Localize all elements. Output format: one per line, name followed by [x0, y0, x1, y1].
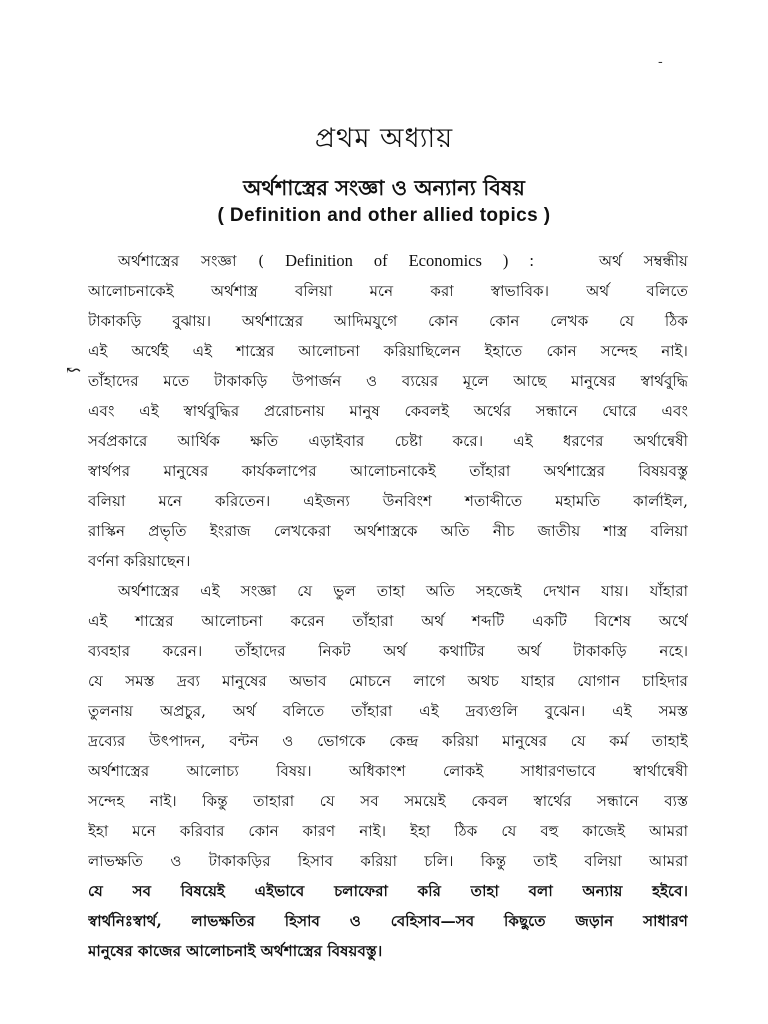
- lead-label-english: Definition of Economics ) :: [264, 251, 534, 270]
- text-line: সন্দেহ নাই। কিন্তু তাহারা যে সব সময়েই কেবল স্বার্থের সন্ধানে ব্যস্ত: [88, 792, 688, 810]
- section-title-english: ( Definition and other allied topics ): [217, 205, 551, 226]
- text-line: এই অর্থেই এই শাস্ত্রের আলোচনা করিয়াছিলেন ইহাতে কোন সন্দেহ নাই।: [88, 342, 688, 360]
- text-line: রাস্কিন প্রভৃতি ইংরাজ লেখকেরা অর্থশাস্ত্রকে অতি নীচ জাতীয় শাস্ত্র বলিয়া: [88, 522, 688, 540]
- text-line: অর্থশাস্ত্রের এই সংজ্ঞা যে ভুল তাহা অতি সহজেই দেখান যায়। যাঁহারা: [118, 582, 688, 600]
- text-line: স্বার্থপর মানুষের কার্যকলাপের আলোচনাকেই তাঁহারা অর্থশাস্ত্রের বিষয়বস্তু: [88, 462, 688, 480]
- margin-mark: ↜: [66, 360, 82, 381]
- text-line: এবং এই স্বার্থবুদ্ধির প্ররোচনায় মানুষ কেবলই অর্থের সন্ধানে ঘোরে এবং: [88, 402, 688, 420]
- text-line: যে সমস্ত দ্রব্য মানুষের অভাব মোচনে লাগে অথচ যাহার যোগান চাহিদার: [88, 672, 688, 690]
- body-text: [88, 246, 688, 966]
- text-line: আলোচনাকেই অর্থশাস্ত্র বলিয়া মনে করা স্বাভাবিক। অর্থ বলিতে: [88, 282, 688, 300]
- text-line: এই শাস্ত্রের আলোচনা করেন তাঁহারা অর্থ শব্দটি একটি বিশেষ অর্থে: [88, 612, 688, 630]
- text-line: স্বার্থনিঃস্বার্থ, লাভক্ষতির হিসাব ও বেহিসাব—সব কিছুতে জড়ান সাধারণ: [88, 912, 688, 930]
- text-line: সর্বপ্রকারে আর্থিক ক্ষতি এড়াইবার চেষ্টা করে। এই ধরণের অর্থান্বেষী: [88, 432, 688, 450]
- text-line: টাকাকড়ি বুঝায়। অর্থশাস্ত্রের আদিমযুগে কোন কোন লেখক যে ঠিক: [88, 312, 688, 330]
- lead-label: অর্থশাস্ত্রের সংজ্ঞা (: [118, 252, 265, 270]
- text-line: লাভক্ষতি ও টাকাকড়ির হিসাব করিয়া চলি। কিন্তু তাই বলিয়া আমরা: [88, 852, 688, 870]
- text-line: অর্থশাস্ত্রের আলোচ্য বিষয়। অধিকাংশ লোকই সাধারণভাবে স্বার্থান্বেষী: [88, 762, 688, 780]
- text-line: ইহা মনে করিবার কোন কারণ নাই। ইহা ঠিক যে বহু কাজেই আমরা: [88, 822, 688, 840]
- chapter-title: প্রথম অধ্যায়: [314, 123, 454, 154]
- text-line: যে সব বিষয়েই এইভাবে চলাফেরা করি তাহা বলা অন্যায় হইবে।: [88, 882, 688, 900]
- section-title: অর্থশাস্ত্রের সংজ্ঞা ও অন্যান্য বিষয়: [243, 175, 525, 200]
- paragraph-1-lead-line: [88, 246, 688, 276]
- corner-mark: -: [658, 54, 663, 70]
- text-line: তুলনায় অপ্রচুর, অর্থ বলিতে তাঁহারা এই দ্রব্যগুলি বুঝেন। এই সমস্ত: [88, 702, 688, 720]
- text-line: বলিয়া মনে করিতেন। এইজন্য উনবিংশ শতাব্দীতে মহামতি কার্লাইল,: [88, 492, 688, 510]
- text-line: ব্যবহার করেন। তাঁহাদের নিকট অর্থ কথাটির অর্থ টাকাকড়ি নহে।: [88, 642, 688, 660]
- text-line: বর্ণনা করিয়াছেন।: [88, 552, 191, 570]
- text-line: তাঁহাদের মতে টাকাকড়ি উপার্জন ও ব্যয়ের মূলে আছে মানুষের স্বার্থবুদ্ধি: [88, 372, 688, 390]
- lead-rest: অর্থ সম্বন্ধীয়: [599, 252, 688, 270]
- text-line: মানুষের কাজের আলোচনাই অর্থশাস্ত্রের বিষয়বস্তু।: [88, 942, 383, 960]
- text-line: দ্রব্যের উৎপাদন, বন্টন ও ভোগকে কেন্দ্র করিয়া মানুষের যে কর্ম তাহাই: [88, 732, 688, 750]
